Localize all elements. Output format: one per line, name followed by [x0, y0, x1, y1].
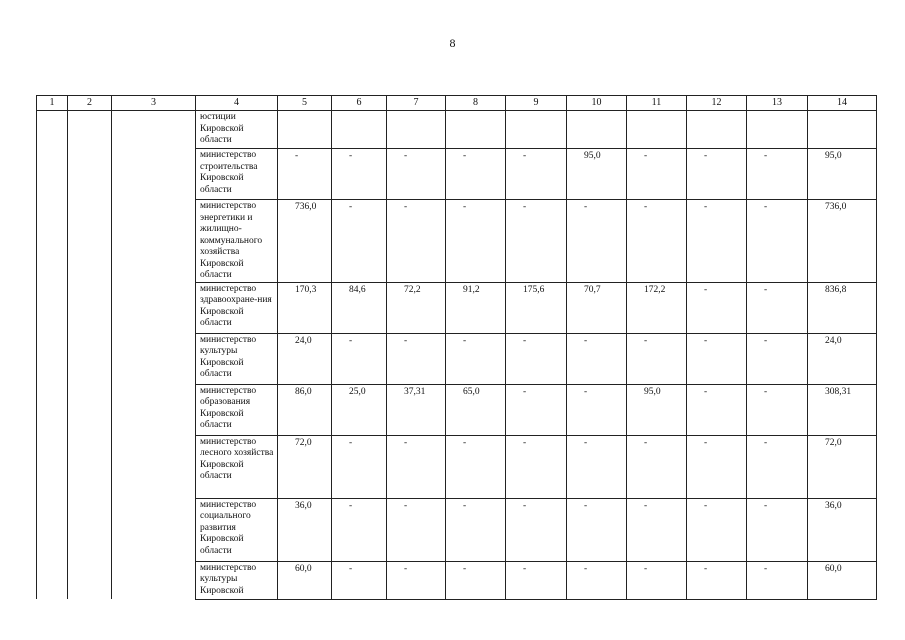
value-cell: 36,0: [278, 498, 332, 561]
value-cell: 72,0: [808, 435, 877, 498]
value-cell: 736,0: [278, 200, 332, 283]
value-cell: [446, 111, 506, 149]
value-cell: 70,7: [567, 282, 627, 333]
value-cell: -: [747, 498, 808, 561]
value-cell: [808, 111, 877, 149]
column-header: 1: [37, 96, 68, 111]
page-number: 8: [449, 36, 456, 50]
value-cell: -: [332, 435, 387, 498]
value-cell: -: [567, 498, 627, 561]
value-cell: -: [687, 333, 747, 384]
value-cell: -: [506, 149, 567, 200]
value-cell: 65,0: [446, 384, 506, 435]
value-cell: -: [747, 333, 808, 384]
cell-col-2: [68, 111, 112, 600]
value-cell: [506, 111, 567, 149]
value-cell: -: [687, 149, 747, 200]
budget-table: [36, 95, 877, 600]
value-cell: 84,6: [332, 282, 387, 333]
value-cell: -: [387, 333, 446, 384]
value-cell: -: [687, 498, 747, 561]
organization-cell: министерство социального развития Кировской области: [196, 498, 278, 561]
value-cell: 37,31: [387, 384, 446, 435]
value-cell: -: [446, 149, 506, 200]
value-cell: 172,2: [627, 282, 687, 333]
column-header: 3: [112, 96, 196, 111]
value-cell: 24,0: [808, 333, 877, 384]
column-header: 6: [332, 96, 387, 111]
cell-col-3: [112, 111, 196, 600]
column-header: 9: [506, 96, 567, 111]
value-cell: -: [506, 384, 567, 435]
column-header: 2: [68, 96, 112, 111]
value-cell: -: [627, 561, 687, 599]
value-cell: 25,0: [332, 384, 387, 435]
value-cell: -: [747, 282, 808, 333]
value-cell: 60,0: [808, 561, 877, 599]
value-cell: -: [747, 149, 808, 200]
value-cell: 86,0: [278, 384, 332, 435]
column-header: 13: [747, 96, 808, 111]
organization-cell: министерство культуры Кировской: [196, 561, 278, 599]
value-cell: -: [687, 200, 747, 283]
column-header: 11: [627, 96, 687, 111]
value-cell: -: [567, 435, 627, 498]
value-cell: -: [332, 561, 387, 599]
value-cell: -: [687, 561, 747, 599]
value-cell: 24,0: [278, 333, 332, 384]
value-cell: 836,8: [808, 282, 877, 333]
value-cell: 308,31: [808, 384, 877, 435]
value-cell: 72,2: [387, 282, 446, 333]
value-cell: -: [506, 200, 567, 283]
value-cell: -: [627, 200, 687, 283]
value-cell: 36,0: [808, 498, 877, 561]
value-cell: -: [567, 200, 627, 283]
value-cell: -: [446, 200, 506, 283]
value-cell: -: [332, 333, 387, 384]
value-cell: -: [387, 149, 446, 200]
value-cell: -: [567, 333, 627, 384]
column-header: 12: [687, 96, 747, 111]
value-cell: -: [506, 333, 567, 384]
value-cell: -: [687, 384, 747, 435]
organization-cell: министерство строительства Кировской области: [196, 149, 278, 200]
table-body: [37, 111, 877, 600]
organization-cell: министерство образования Кировской области: [196, 384, 278, 435]
value-cell: -: [747, 384, 808, 435]
value-cell: -: [567, 384, 627, 435]
column-header: 4: [196, 96, 278, 111]
value-cell: -: [506, 435, 567, 498]
value-cell: 91,2: [446, 282, 506, 333]
value-cell: -: [332, 200, 387, 283]
value-cell: [687, 111, 747, 149]
value-cell: -: [687, 282, 747, 333]
value-cell: 175,6: [506, 282, 567, 333]
value-cell: [332, 111, 387, 149]
value-cell: -: [387, 200, 446, 283]
column-header: 7: [387, 96, 446, 111]
value-cell: [567, 111, 627, 149]
column-header: 8: [446, 96, 506, 111]
value-cell: [627, 111, 687, 149]
value-cell: -: [627, 498, 687, 561]
organization-cell: юстиции Кировской области: [196, 111, 278, 149]
value-cell: -: [446, 435, 506, 498]
organization-cell: министерство лесного хозяйства Кировской области: [196, 435, 278, 498]
value-cell: -: [747, 435, 808, 498]
organization-cell: министерство здравоохране-ния Кировской области: [196, 282, 278, 333]
value-cell: 60,0: [278, 561, 332, 599]
value-cell: 72,0: [278, 435, 332, 498]
header-row: [37, 96, 877, 111]
value-cell: -: [332, 498, 387, 561]
value-cell: -: [446, 561, 506, 599]
value-cell: -: [387, 498, 446, 561]
organization-cell: министерство энергетики и жилищно-коммунального хозяйства Кировской области: [196, 200, 278, 283]
value-cell: -: [687, 435, 747, 498]
value-cell: 95,0: [627, 384, 687, 435]
value-cell: -: [627, 149, 687, 200]
value-cell: -: [627, 333, 687, 384]
value-cell: -: [747, 200, 808, 283]
table-row: [37, 111, 877, 149]
value-cell: 95,0: [567, 149, 627, 200]
value-cell: -: [332, 149, 387, 200]
value-cell: [387, 111, 446, 149]
column-header: 14: [808, 96, 877, 111]
value-cell: -: [387, 561, 446, 599]
value-cell: 170,3: [278, 282, 332, 333]
cell-col-1: [37, 111, 68, 600]
organization-cell: министерство культуры Кировской области: [196, 333, 278, 384]
column-header: 10: [567, 96, 627, 111]
column-header: 5: [278, 96, 332, 111]
value-cell: [747, 111, 808, 149]
value-cell: [278, 111, 332, 149]
value-cell: -: [747, 561, 808, 599]
value-cell: -: [506, 498, 567, 561]
value-cell: 736,0: [808, 200, 877, 283]
value-cell: -: [627, 435, 687, 498]
value-cell: -: [387, 435, 446, 498]
value-cell: -: [567, 561, 627, 599]
value-cell: -: [278, 149, 332, 200]
value-cell: -: [506, 561, 567, 599]
value-cell: 95,0: [808, 149, 877, 200]
value-cell: -: [446, 498, 506, 561]
value-cell: -: [446, 333, 506, 384]
